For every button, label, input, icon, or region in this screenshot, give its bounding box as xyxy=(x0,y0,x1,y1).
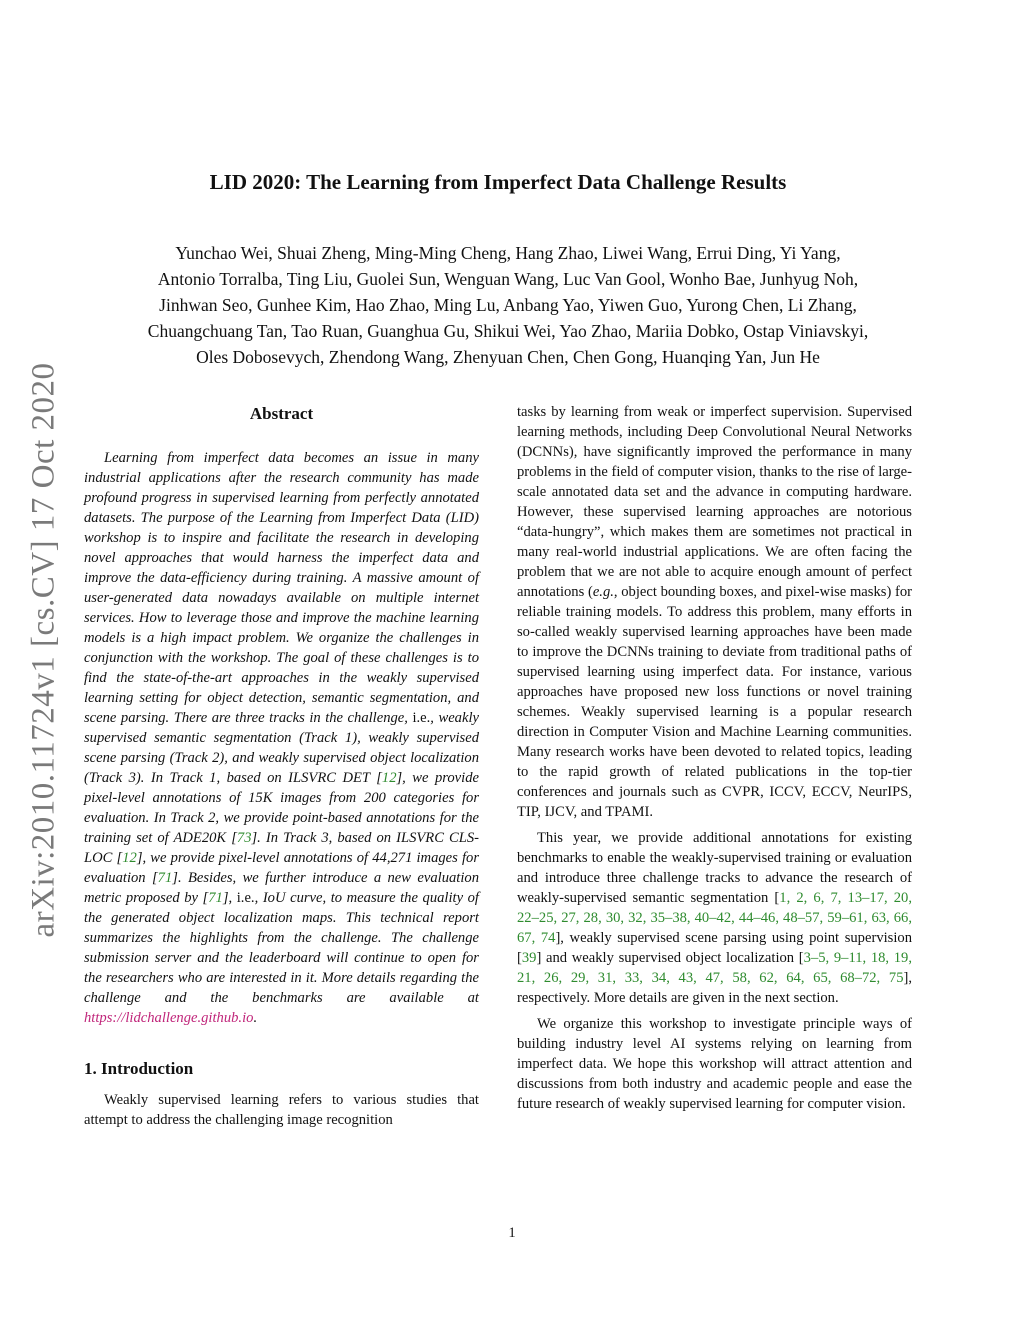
arxiv-identifier: arXiv:2010.11724v1 [cs.CV] 17 Oct 2020 xyxy=(25,362,62,938)
citation-group[interactable]: 1, 2, 6, 7, 13–17, 20, 22–25, 27, 28, 30, 32, 35–38, 40–42, 44–46, 48–57, 59–61, 63, 66, 67, 74 xyxy=(517,890,912,946)
author-line: Oles Dobosevych, Zhendong Wang, Zhenyuan Chen, Chen Gong, Huanqing Yan, Jun He xyxy=(196,347,820,367)
author-line: Yunchao Wei, Shuai Zheng, Ming-Ming Cheng, Hang Zhao, Liwei Wang, Errui Ding, Yi Yang, xyxy=(175,243,841,263)
citation-link[interactable]: 12 xyxy=(381,770,397,786)
intro-paragraph: Weakly supervised learning refers to various studies that attempt to address the challenging image recognition xyxy=(84,1092,479,1128)
page-number: 1 xyxy=(508,1225,516,1241)
citation-group[interactable]: 3–5, 9–11, 18, 19, 21, 26, 29, 31, 33, 34, 43, 47, 58, 62, 64, 65, 68–72, 75 xyxy=(517,950,912,986)
citation-group[interactable]: 39 xyxy=(521,950,537,966)
challenge-tracks-paragraph: This year, we provide additional annotations for existing benchmarks to enable the weakly-supervised training or evaluation and introduce three challenge tracks to advance the research of weakly-supervised semantic segmentation [1, 2, 6, 7, 13–17, 20, 22–25, 27, 28, 30, 32, 35–38, 40–42, 44–46, 48–57, 59–61, 63, 66, 67, 74], weakly supervised scene parsing using point supervision [39] and weakly supervised object localization [3–5, 9–11, 18, 19, 21, 26, 29, 31, 33, 34, 43, 47, 58, 62, 64, 65, 68–72, 75], respectively. More details are given in the next section. xyxy=(517,830,912,1006)
citation-link[interactable]: 12 xyxy=(122,850,137,866)
abstract-heading: Abstract xyxy=(249,404,314,423)
section-heading-introduction: 1. Introduction xyxy=(84,1059,194,1078)
author-list xyxy=(80,240,936,370)
author-line: Chuangchuang Tan, Tao Ruan, Guanghua Gu, Shikui Wei, Yao Zhao, Mariia Dobko, Ostap Viniavskyi, xyxy=(147,321,869,341)
citation-link[interactable]: 73 xyxy=(236,830,252,846)
left-column xyxy=(84,402,479,1130)
challenge-url-link[interactable]: https://lidchallenge.github.io xyxy=(84,1010,254,1026)
intro-paragraph-continued: tasks by learning from weak or imperfect supervision. Supervised learning methods, including Deep Convolutional Neural Networks (DCNNs), have significantly improved the performance in many problems in the field of computer vision, thanks to the rise of large-scale annotated data set and the advance in computing hardware. However, these supervised learning approaches are notorious “data-hungry”, which makes them are sometimes not practical in many real-world industrial applications. We are often facing the problem that we are not able to acquire enough amount of perfect annotations (e.g., object bounding boxes, and pixel-wise masks) for reliable training models. To address this problem, many efforts in so-called weakly supervised learning approaches have been made to improve the DCNNs training to deviate from traditional paths of supervised learning using imperfect data. For instance, various approaches have proposed new loss functions or novel training schemes. Weakly supervised learning is a popular research direction in Computer Vision and Machine Learning communities. Many research works have been devoted to related topics, leading to the rapid growth of related publications in the top-tier conferences and journals such as CVPR, ICCV, ECCV, NeurIPS, TIP, IJCV, and TPAMI. xyxy=(517,404,912,820)
arxiv-sidebar xyxy=(16,350,72,950)
right-column xyxy=(517,402,912,1114)
paper-title: LID 2020: The Learning from Imperfect Data Challenge Results xyxy=(209,170,787,194)
citation-link[interactable]: 71 xyxy=(157,870,173,886)
workshop-paragraph: We organize this workshop to investigate principle ways of building industry level AI systems relying on learning from imperfect data. We hope this workshop will attract attention and discussions from both industry and academic people and ease the future research of weakly supervised learning for computer vision. xyxy=(517,1016,912,1112)
author-line: Antonio Torralba, Ting Liu, Guolei Sun, Wenguan Wang, Luc Van Gool, Wonho Bae, Junhyug Noh, xyxy=(157,269,859,289)
author-line: Jinhwan Seo, Gunhee Kim, Hao Zhao, Ming Lu, Anbang Yao, Yiwen Guo, Yurong Chen, Li Zhang, xyxy=(159,295,857,315)
citation-link[interactable]: 71 xyxy=(208,890,223,906)
abstract-text: Learning from imperfect data becomes an issue in many industrial applications after the research community has made profound progress in supervised learning from perfectly annotated datasets. The purpose of the Learning from Imperfect Data (LID) workshop is to inspire and facilitate the research in developing novel approaches that would harness the imperfect data and improve the data-efficiency during training. A massive amount of user-generated data nowadays available on multiple internet services. How to leverage those and improve the machine learning models is a high impact problem. We organize the challenges in conjunction with the workshop. The goal of these challenges is to find the state-of-the-art approaches in the weakly supervised learning setting for object detection, semantic segmentation, and scene parsing. There are three tracks in the challenge, i.e., weakly supervised semantic segmentation (Track 1), weakly supervised scene parsing (Track 2), and weakly supervised object localization (Track 3). In Track 1, based on ILSVRC DET [12], we provide pixel-level annotations of 15K images from 200 categories for evaluation. In Track 2, we provide point-based annotations for the training set of ADE20K [73]. In Track 3, based on ILSVRC CLS-LOC [12], we provide pixel-level annotations of 44,271 images for evaluation [71]. Besides, we further introduce a new evaluation metric proposed by [71], i.e., IoU curve, to measure the quality of the generated object localization maps. This technical report summarizes the highlights from the challenge. The challenge submission server and the leaderboard will continue to open for the researchers who are interested in it. More details regarding the challenge and the benchmarks are available at https://lidchallenge.github.io. xyxy=(84,450,480,1026)
